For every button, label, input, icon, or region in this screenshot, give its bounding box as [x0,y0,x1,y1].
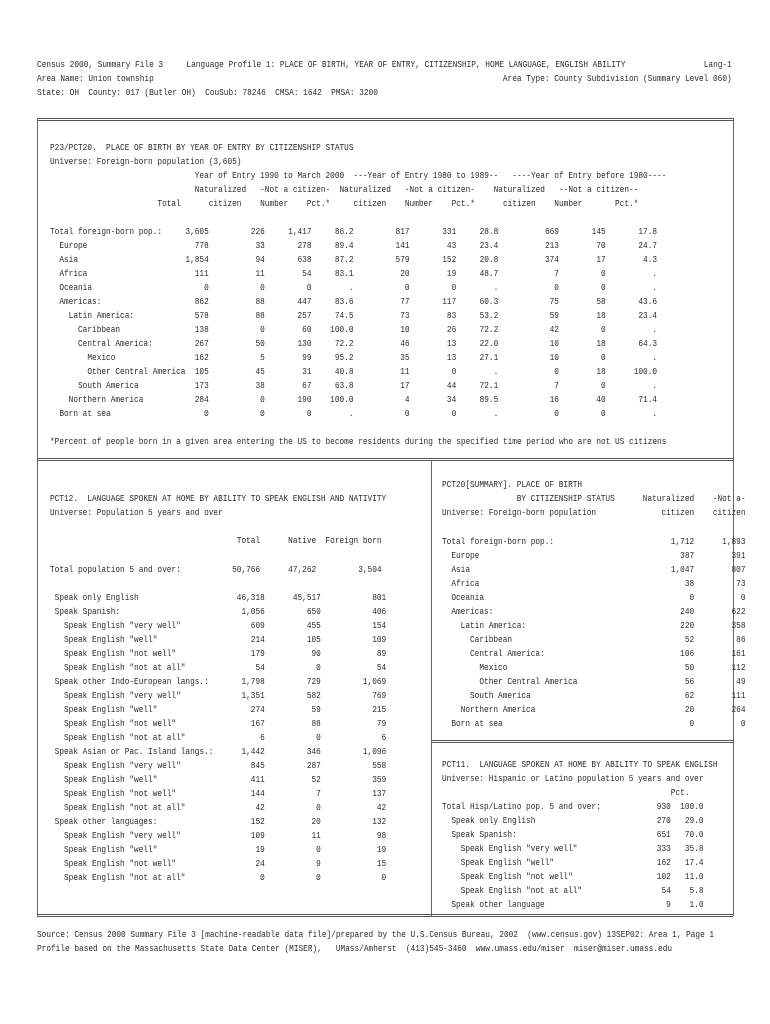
table-row: Speak English "very well" 609 455 154 [50,620,387,631]
table-row: Europe 778 33 278 89.4 141 43 23.4 213 70 24.7 [50,240,658,251]
middle-rule [37,458,733,461]
table-row: Africa 111 11 54 83.1 20 19 48.7 7 0 . [50,268,658,279]
pct20-summary-header-1: BY CITIZENSHIP STATUS Naturalized -Not a- [442,493,746,504]
table-row: Speak English "not well" 144 7 137 [50,788,387,799]
table-row: Americas: 240 622 [442,606,746,617]
table-row: Europe 387 391 [442,550,746,561]
table-row: Born at sea 0 0 0 . 0 0 . 0 0 . [50,408,658,419]
table-row: Total Hisp/Latino pop. 5 and over: 930 100.0 [442,801,704,812]
bottom-rule [37,914,733,917]
table-row: Speak Asian or Pac. Island langs.: 1,442 346 1,096 [50,746,387,757]
table-row: South America 62 111 [442,690,746,701]
table-row: Oceania 0 0 0 . 0 0 . 0 0 . [50,282,658,293]
table-row: Speak English "very well" 333 35.8 [442,843,704,854]
pct20-summary-header-2: Universe: Foreign-born population citizen citizen [442,507,746,518]
pct11-pct-header: Pct. [442,787,690,798]
pct11-title: PCT11. LANGUAGE SPOKEN AT HOME BY ABILITY TO SPEAK ENGLISH [442,759,718,770]
p23-header-row-1: Year of Entry 1990 to March 2000 ---Year of Entry 1980 to 1989-- ----Year of Entry before 1980---- [50,170,667,181]
pct12-total-row: Total population 5 and over: 50,766 47,262 3,504 [50,564,382,575]
p23-footnote: *Percent of people born in a given area entering the US to become residents during the specified time period who are not US citizens [50,436,667,447]
table-row: Speak English "well" 162 17.4 [442,857,704,868]
table-row: Speak English "not at all" 6 0 6 [50,732,387,743]
table-row: Speak English "not well" 167 88 79 [50,718,387,729]
pct11-universe: Universe: Hispanic or Latino population 5 years and over [442,773,704,784]
table-row: Speak English "very well" 109 11 98 [50,830,387,841]
source-line: Source: Census 2000 Summary File 3 [machine-readable data file]/prepared by the U.S.Census Bureau, 2002 (www.census.gov) 13SEP02: Area 1, Page 1 [37,929,715,940]
table-row: Speak English "not well" 179 90 89 [50,648,387,659]
table-row: Americas: 862 88 447 83.6 77 117 60.3 75 58 43.6 [50,296,658,307]
table-row: Speak English "not well" 102 11.0 [442,871,704,882]
table-row: Born at sea 0 0 [442,718,746,729]
pct20-summary-title: PCT20[SUMMARY]. PLACE OF BIRTH [442,479,583,490]
profile-credit-line: Profile based on the Massachusetts State Data Center (MISER), UMass/Amherst (413)545-3460 www.umass.edu/miser miser@miser.umass.edu [37,943,673,954]
area-name: Area Name: Union township [37,73,154,84]
table-row: Africa 38 73 [442,578,746,589]
table-row: Other Central America 105 45 31 40.8 11 0 . 0 18 100.0 [50,366,658,377]
table-row: Mexico 162 5 99 95.2 35 13 27.1 10 0 . [50,352,658,363]
table-row: Speak English "very well" 1,351 582 769 [50,690,387,701]
table-row: Speak English "not well" 24 9 15 [50,858,387,869]
p23-universe: Universe: Foreign-born population (3,605) [50,156,242,167]
p23-header-row-3: Total citizen Number Pct.* citizen Number Pct.* citizen Number Pct.* [50,198,639,209]
table-row: Latin America: 220 358 [442,620,746,631]
table-row: Total foreign-born pop.: 1,712 1,893 [442,536,746,547]
pct12-title: PCT12. LANGUAGE SPOKEN AT HOME BY ABILITY TO SPEAK ENGLISH AND NATIVITY [50,493,387,504]
left-border-lower [37,420,38,916]
table-row: Speak Spanish: 651 70.0 [442,829,704,840]
left-border [37,118,38,420]
table-row: Speak English "well" 19 0 19 [50,844,387,855]
table-row: Speak English "not at all" 0 0 0 [50,872,387,883]
area-type: Area Type: County Subdivision (Summary Level 060) [503,73,732,84]
report-title-line: Census 2000, Summary File 3 Language Profile 1: PLACE OF BIRTH, YEAR OF ENTRY, CITIZENSHIP, HOME LANGUAGE, ENGLISH ABILITY [37,59,626,70]
pct12-universe: Universe: Population 5 years and over [50,507,223,518]
right-section-rule [431,740,733,743]
table-row: Speak only English 270 29.0 [442,815,704,826]
table-row: Central America: 106 161 [442,648,746,659]
table-row: Central America: 267 50 130 72.2 46 13 22.0 10 18 64.3 [50,338,658,349]
table-row: Speak other languages: 152 20 132 [50,816,387,827]
table-row: Oceania 0 0 [442,592,746,603]
table-row: Northern America 20 264 [442,704,746,715]
table-row: Total foreign-born pop.: 3,605 226 1,417 86.2 817 331 28.8 669 145 17.8 [50,226,658,237]
table-row: Mexico 50 112 [442,662,746,673]
p23-title: P23/PCT20. PLACE OF BIRTH BY YEAR OF ENTRY BY CITIZENSHIP STATUS [50,142,354,153]
table-row: Speak English "not at all" 54 0 54 [50,662,387,673]
table-row: Speak English "very well" 845 287 558 [50,760,387,771]
table-row: South America 173 38 67 63.8 17 44 72.1 7 0 . [50,380,658,391]
table-row: Speak English "well" 411 52 359 [50,774,387,785]
right-border [733,118,734,420]
table-row: Speak English "not at all" 42 0 42 [50,802,387,813]
table-row: Other Central America 56 49 [442,676,746,687]
table-row: Speak English "not at all" 54 5.8 [442,885,704,896]
page-id: Lang-1 [703,59,732,70]
top-rule [37,118,733,121]
table-row: Caribbean 138 0 60 100.0 10 26 72.2 42 0 . [50,324,658,335]
table-row: Speak only English 46,318 45,517 801 [50,592,387,603]
table-row: Asia 1,854 94 638 87.2 579 152 20.8 374 17 4.3 [50,254,658,265]
table-row: Speak English "well" 274 59 215 [50,704,387,715]
column-divider [431,460,432,916]
geo-codes: State: OH County: 017 (Butler OH) CouSub: 78246 CMSA: 1642 PMSA: 3200 [37,87,378,98]
table-row: Latin America: 578 88 257 74.5 73 83 53.2 59 18 23.4 [50,310,658,321]
table-row: Speak English "well" 214 105 109 [50,634,387,645]
table-row: Caribbean 52 86 [442,634,746,645]
table-row: Asia 1,047 807 [442,564,746,575]
table-row: Speak other language 9 1.0 [442,899,704,910]
table-row: Northern America 284 0 190 100.0 4 34 89.5 16 40 71.4 [50,394,658,405]
p23-header-row-2: Naturalized -Not a citizen- Naturalized -Not a citizen- Naturalized --Not a citizen-- [50,184,639,195]
table-row: Speak Spanish: 1,056 650 406 [50,606,387,617]
pct12-header: Total Native Foreign born [50,535,382,546]
table-row: Speak other Indo-European langs.: 1,798 729 1,069 [50,676,387,687]
